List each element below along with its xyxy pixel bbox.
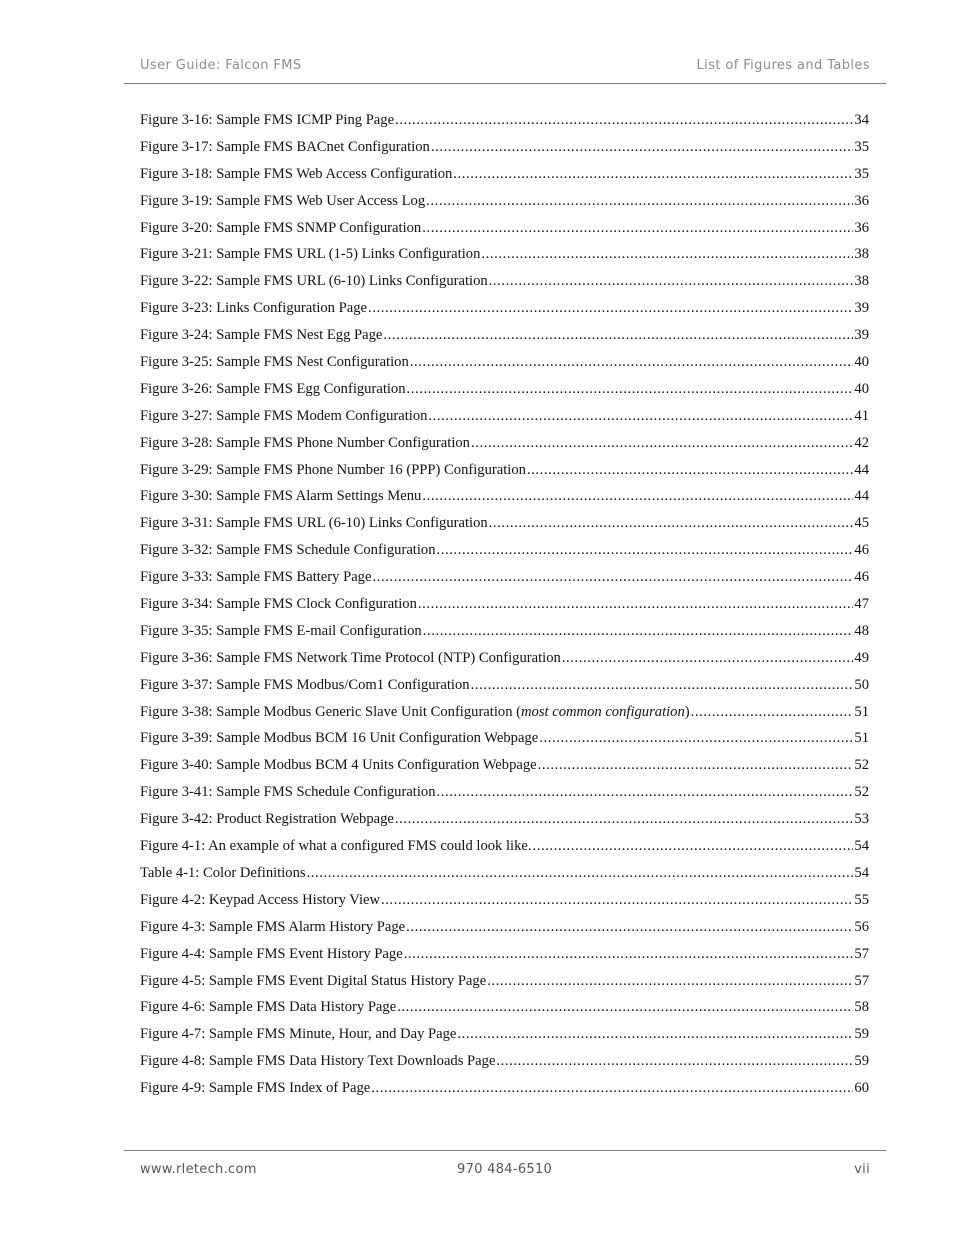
toc-dot-leader <box>381 892 853 909</box>
toc-dot-leader <box>527 462 853 479</box>
toc-entry[interactable] <box>140 650 869 677</box>
toc-dot-leader <box>431 139 854 156</box>
toc-dot-leader <box>383 327 853 344</box>
toc-dot-leader <box>423 623 854 640</box>
toc-entry[interactable] <box>140 515 869 542</box>
toc-entry-title: Figure 4-5: Sample FMS Event Digital Status History Page <box>140 972 487 989</box>
toc-entry-page-number: 53 <box>854 811 869 828</box>
toc-entry[interactable] <box>140 220 869 247</box>
toc-entry-title: Figure 3-25: Sample FMS Nest Configuration <box>140 354 409 371</box>
toc-entry-page-number: 35 <box>854 165 869 182</box>
toc-entry-title: Figure 3-24: Sample FMS Nest Egg Page <box>140 327 383 344</box>
toc-entry-page-number: 54 <box>854 838 869 855</box>
toc-entry-page-number: 36 <box>854 219 869 236</box>
toc-entry[interactable] <box>140 327 869 354</box>
toc-entry-page-number: 39 <box>854 300 869 317</box>
toc-entry-title: Figure 3-31: Sample FMS URL (6-10) Links Configuration <box>140 515 488 532</box>
toc-entry[interactable] <box>140 1053 869 1080</box>
toc-entry-page-number: 42 <box>854 434 869 451</box>
page-header <box>124 56 886 84</box>
toc-entry[interactable] <box>140 919 869 946</box>
toc-entry-page-number: 34 <box>854 112 869 128</box>
toc-dot-leader <box>426 193 853 210</box>
toc-entry-title: Figure 4-9: Sample FMS Index of Page <box>140 1080 371 1097</box>
toc-entry-title: Figure 3-34: Sample FMS Clock Configuration <box>140 596 417 613</box>
header-section-title: List of Figures and Tables <box>696 58 870 73</box>
toc-entry[interactable] <box>140 757 869 784</box>
toc-dot-leader <box>371 1080 853 1097</box>
toc-entry-title: Table 4-1: Color Definitions <box>140 864 306 881</box>
toc-entry[interactable] <box>140 408 869 435</box>
toc-dot-leader <box>538 757 854 774</box>
toc-dot-leader <box>404 946 854 963</box>
toc-entry-page-number: 36 <box>854 192 869 209</box>
toc-entry-title: Figure 3-16: Sample FMS ICMP Ping Page <box>140 112 395 128</box>
toc-dot-leader <box>307 865 854 882</box>
toc-dot-leader <box>489 515 854 532</box>
toc-entry[interactable] <box>140 1080 869 1107</box>
toc-entry-title: Figure 3-36: Sample FMS Network Time Protocol (NTP) Configuration <box>140 649 561 666</box>
toc-dot-leader <box>539 730 853 747</box>
toc-entry-page-number: 39 <box>854 327 869 344</box>
toc-entry[interactable] <box>140 892 869 919</box>
toc-entry[interactable] <box>140 381 869 408</box>
toc-dot-leader <box>691 704 854 721</box>
toc-entry-page-number: 57 <box>854 972 869 989</box>
toc-entry[interactable] <box>140 704 869 731</box>
toc-dot-leader <box>395 811 854 828</box>
footer-phone: 970 484-6510 <box>457 1162 553 1177</box>
toc-entry-title: Figure 4-8: Sample FMS Data History Text Downloads Page <box>140 1053 496 1070</box>
toc-entry-page-number: 59 <box>854 1026 869 1043</box>
toc-entry-page-number: 44 <box>854 488 869 505</box>
toc-dot-leader <box>471 435 853 452</box>
toc-entry-title: Figure 3-29: Sample FMS Phone Number 16 (PPP) Configuration <box>140 461 526 478</box>
toc-entry-title: Figure 3-33: Sample FMS Battery Page <box>140 569 372 586</box>
toc-dot-leader <box>562 650 854 667</box>
toc-entry-page-number: 51 <box>854 703 869 720</box>
toc-entry-title: Figure 4-7: Sample FMS Minute, Hour, and Day Page <box>140 1026 457 1043</box>
header-document-title: User Guide: Falcon FMS <box>140 58 302 73</box>
toc-entry[interactable] <box>140 677 869 704</box>
toc-entry-page-number: 57 <box>854 945 869 962</box>
toc-entry-title: Figure 3-17: Sample FMS BACnet Configuration <box>140 138 430 155</box>
toc-entry-page-number: 40 <box>854 380 869 397</box>
toc-dot-leader <box>453 166 853 183</box>
toc-entry-title: Figure 3-30: Sample FMS Alarm Settings Menu <box>140 488 422 505</box>
toc-entry-page-number: 54 <box>854 864 869 881</box>
toc-entry-page-number: 35 <box>854 138 869 155</box>
toc-dot-leader <box>372 569 853 586</box>
toc-dot-leader <box>481 246 853 263</box>
toc-entry[interactable] <box>140 838 869 865</box>
toc-entry-title: Figure 3-21: Sample FMS URL (1-5) Links Configuration <box>140 246 481 263</box>
toc-entry[interactable] <box>140 462 869 489</box>
toc-entry-title: Figure 4-2: Keypad Access History View <box>140 891 381 908</box>
toc-entry-title: Figure 4-3: Sample FMS Alarm History Page <box>140 918 406 935</box>
toc-entry-page-number: 45 <box>854 515 869 532</box>
toc-dot-leader <box>471 677 854 694</box>
footer-website: www.rletech.com <box>140 1162 257 1177</box>
toc-dot-leader <box>397 999 853 1016</box>
toc-entry-title: Figure 3-20: Sample FMS SNMP Configuration <box>140 219 422 236</box>
toc-entry-page-number: 52 <box>854 784 869 801</box>
toc-dot-leader <box>437 784 854 801</box>
toc-entry-title: Figure 3-35: Sample FMS E-mail Configuration <box>140 622 422 639</box>
footer-page-number: vii <box>854 1162 870 1177</box>
toc-entry-page-number: 41 <box>854 407 869 424</box>
toc-entry-title: Figure 3-37: Sample FMS Modbus/Com1 Configuration <box>140 676 470 693</box>
toc-dot-leader <box>489 273 854 290</box>
toc-entry-title: Figure 3-19: Sample FMS Web User Access Log <box>140 192 426 209</box>
toc-entry[interactable] <box>140 246 869 273</box>
toc-entry-page-number: 47 <box>854 596 869 613</box>
toc-entry[interactable] <box>140 1026 869 1053</box>
toc-dot-leader <box>407 381 854 398</box>
toc-dot-leader <box>410 354 854 371</box>
toc-dot-leader <box>533 838 854 855</box>
toc-entry[interactable] <box>140 973 869 1000</box>
toc-entry[interactable] <box>140 139 869 166</box>
toc-entry-title: Figure 4-1: An example of what a configured FMS could look like. <box>140 838 532 855</box>
toc-dot-leader <box>422 488 853 505</box>
toc-entry-title: Figure 4-6: Sample FMS Data History Page <box>140 999 397 1016</box>
toc-entry-page-number: 48 <box>854 622 869 639</box>
toc-entry-title: Figure 3-40: Sample Modbus BCM 4 Units Configuration Webpage <box>140 757 537 774</box>
toc-dot-leader <box>395 112 853 129</box>
toc-entry-page-number: 38 <box>854 273 869 290</box>
toc-entry-title: Figure 3-38: Sample Modbus Generic Slave Unit Configuration (most common configuration) <box>140 703 690 720</box>
toc-dot-leader <box>406 919 853 936</box>
toc-entry[interactable] <box>140 946 869 973</box>
toc-entry-page-number: 49 <box>854 649 869 666</box>
toc-entry[interactable] <box>140 488 869 515</box>
page-footer <box>124 1150 886 1181</box>
toc-entry[interactable] <box>140 166 869 193</box>
toc-entry-title: Figure 3-27: Sample FMS Modem Configuration <box>140 407 428 424</box>
toc-entry-page-number: 60 <box>854 1080 869 1097</box>
toc-entry-title: Figure 3-32: Sample FMS Schedule Configuration <box>140 542 436 559</box>
toc-entry-title: Figure 4-4: Sample FMS Event History Page <box>140 945 403 962</box>
toc-entry-page-number: 56 <box>854 918 869 935</box>
toc-dot-leader <box>368 300 853 317</box>
toc-entry[interactable] <box>140 730 869 757</box>
toc-entry[interactable] <box>140 112 869 139</box>
toc-entry[interactable] <box>140 596 869 623</box>
toc-entry[interactable] <box>140 273 869 300</box>
toc-entry[interactable] <box>140 623 869 650</box>
toc-entry-title: Figure 3-23: Links Configuration Page <box>140 300 367 317</box>
toc-entry-page-number: 52 <box>854 757 869 774</box>
toc-entry-page-number: 44 <box>854 461 869 478</box>
toc-entry-title: Figure 3-41: Sample FMS Schedule Configuration <box>140 784 436 801</box>
toc-entry[interactable] <box>140 784 869 811</box>
toc-entry-page-number: 38 <box>854 246 869 263</box>
toc-entry-page-number: 59 <box>854 1053 869 1070</box>
toc-entry[interactable] <box>140 811 869 838</box>
toc-dot-leader <box>418 596 854 613</box>
toc-entry-page-number: 40 <box>854 354 869 371</box>
list-of-figures <box>140 112 869 1107</box>
toc-dot-leader <box>422 220 853 237</box>
toc-entry-page-number: 51 <box>854 730 869 747</box>
toc-dot-leader <box>457 1026 853 1043</box>
toc-entry-title: Figure 3-28: Sample FMS Phone Number Configuration <box>140 434 470 451</box>
toc-entry-page-number: 46 <box>854 569 869 586</box>
toc-entry[interactable] <box>140 569 869 596</box>
toc-entry-title: Figure 3-18: Sample FMS Web Access Configuration <box>140 165 453 182</box>
toc-entry[interactable] <box>140 354 869 381</box>
toc-dot-leader <box>496 1053 853 1070</box>
toc-entry-page-number: 46 <box>854 542 869 559</box>
toc-entry[interactable] <box>140 435 869 462</box>
toc-entry[interactable] <box>140 865 869 892</box>
toc-entry-title: Figure 3-42: Product Registration Webpage <box>140 811 394 828</box>
toc-entry-title: Figure 3-39: Sample Modbus BCM 16 Unit Configuration Webpage <box>140 730 539 747</box>
toc-dot-leader <box>428 408 853 425</box>
toc-entry-title: Figure 3-22: Sample FMS URL (6-10) Links Configuration <box>140 273 488 290</box>
toc-entry-page-number: 58 <box>854 999 869 1016</box>
toc-entry[interactable] <box>140 193 869 220</box>
toc-entry-title: Figure 3-26: Sample FMS Egg Configuration <box>140 380 406 397</box>
toc-entry[interactable] <box>140 300 869 327</box>
toc-entry-page-number: 50 <box>854 676 869 693</box>
toc-dot-leader <box>437 542 854 559</box>
toc-dot-leader <box>487 973 853 990</box>
toc-entry-page-number: 55 <box>854 891 869 908</box>
toc-entry[interactable] <box>140 542 869 569</box>
toc-entry[interactable] <box>140 999 869 1026</box>
